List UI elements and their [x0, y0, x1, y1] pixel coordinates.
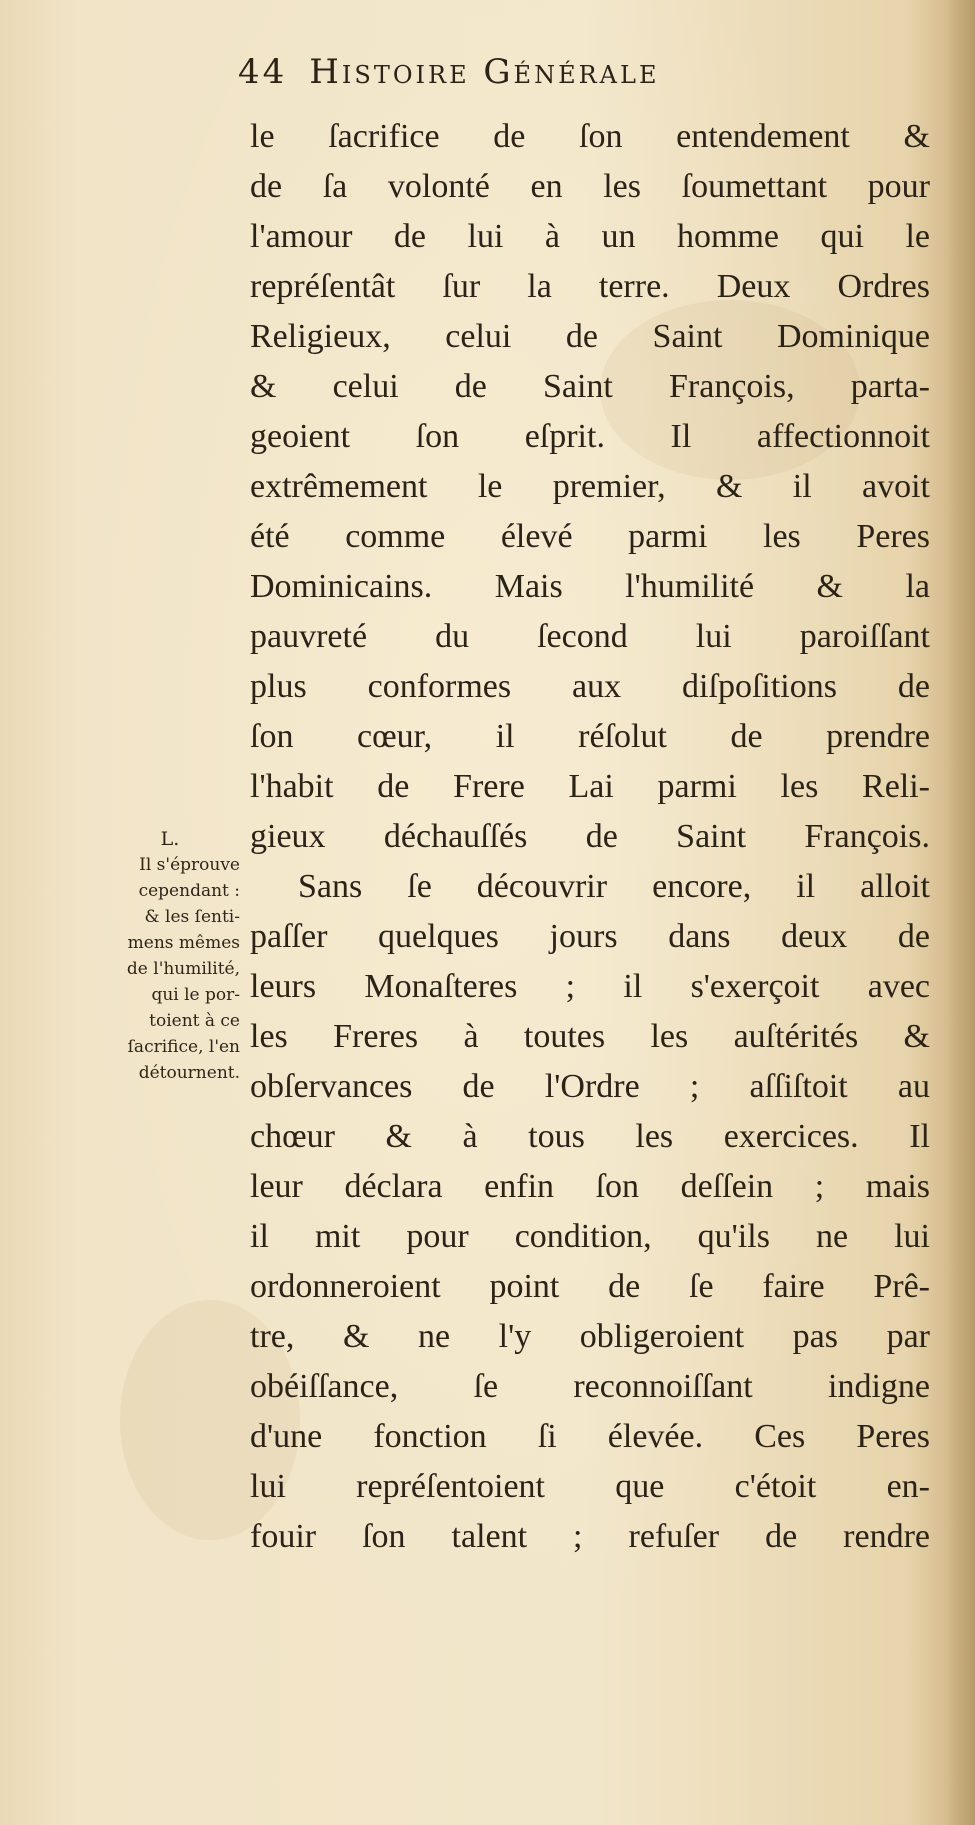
text-line: l'amour de lui à un homme qui le: [250, 218, 930, 255]
text-line: leur déclara enfin ſon deſſein ; mais: [250, 1168, 930, 1205]
text-line: ordonneroient point de ſe faire Prê-: [250, 1268, 930, 1305]
text-line: plus conformes aux diſpoſitions de: [250, 668, 930, 705]
text-line: les Freres à toutes les auſtérités &: [250, 1018, 930, 1055]
marginal-note-line: de l'humilité,: [126, 959, 240, 979]
text-line: l'habit de Frere Lai parmi les Reli-: [250, 768, 930, 805]
text-line: repréſentât ſur la terre. Deux Ordres: [250, 268, 930, 305]
text-line: Religieux, celui de Saint Dominique: [250, 318, 930, 355]
text-line: fouir ſon talent ; refuſer de rendre: [250, 1518, 930, 1555]
running-head: [238, 52, 878, 102]
text-line: geoient ſon eſprit. Il affectionnoit: [250, 418, 930, 455]
text-line: obéiſſance, ſe reconnoiſſant indigne: [250, 1368, 930, 1405]
text-line: le ſacrifice de ſon entendement &: [250, 118, 930, 155]
text-line: été comme élevé parmi les Peres: [250, 518, 930, 555]
text-line: Dominicains. Mais l'humilité & la: [250, 568, 930, 605]
text-line: leurs Monaſteres ; il s'exerçoit avec: [250, 968, 930, 1005]
paragraph-start-line: Sans ſe découvrir encore, il alloit: [298, 868, 930, 905]
text-line: gieux déchauſſés de Saint François.: [250, 818, 930, 855]
marginal-note-line: Il s'éprouve: [139, 855, 240, 875]
text-line: d'une fonction ſi élevée. Ces Peres: [250, 1418, 930, 1455]
page-number: 44: [238, 52, 288, 92]
marginal-note-line: cependant :: [138, 881, 240, 901]
text-line: extrêmement le premier, & il avoit: [250, 468, 930, 505]
marginal-note-number: L.: [160, 828, 180, 850]
marginal-note-line: qui le por-: [151, 985, 240, 1005]
text-line: pauvreté du ſecond lui paroiſſant: [250, 618, 930, 655]
text-line: lui repréſentoient que c'étoit en-: [250, 1468, 930, 1505]
text-line: & celui de Saint François, parta-: [250, 368, 930, 405]
marginal-note-line: ſacrifice, l'en: [127, 1037, 240, 1057]
page-edge-shadow: [947, 0, 975, 1825]
marginal-note-line: toient à ce: [149, 1011, 240, 1031]
text-line: obſervances de l'Ordre ; aſſiſtoit au: [250, 1068, 930, 1105]
text-line: de ſa volonté en les ſoumettant pour: [250, 168, 930, 205]
text-line: chœur & à tous les exercices. Il: [250, 1118, 930, 1155]
body-text: [250, 112, 930, 1562]
text-line: tre, & ne l'y obligeroient pas par: [250, 1318, 930, 1355]
marginal-note: [20, 826, 240, 1086]
text-line: il mit pour condition, qu'ils ne lui: [250, 1218, 930, 1255]
marginal-note-line: mens mêmes: [127, 933, 240, 953]
marginal-note-line: & les ſenti-: [144, 907, 240, 927]
marginal-note-line: détournent.: [138, 1063, 240, 1083]
text-line: paſſer quelques jours dans deux de: [250, 918, 930, 955]
running-title: Histoire Générale: [309, 52, 660, 92]
text-line: ſon cœur, il réſolut de prendre: [250, 718, 930, 755]
